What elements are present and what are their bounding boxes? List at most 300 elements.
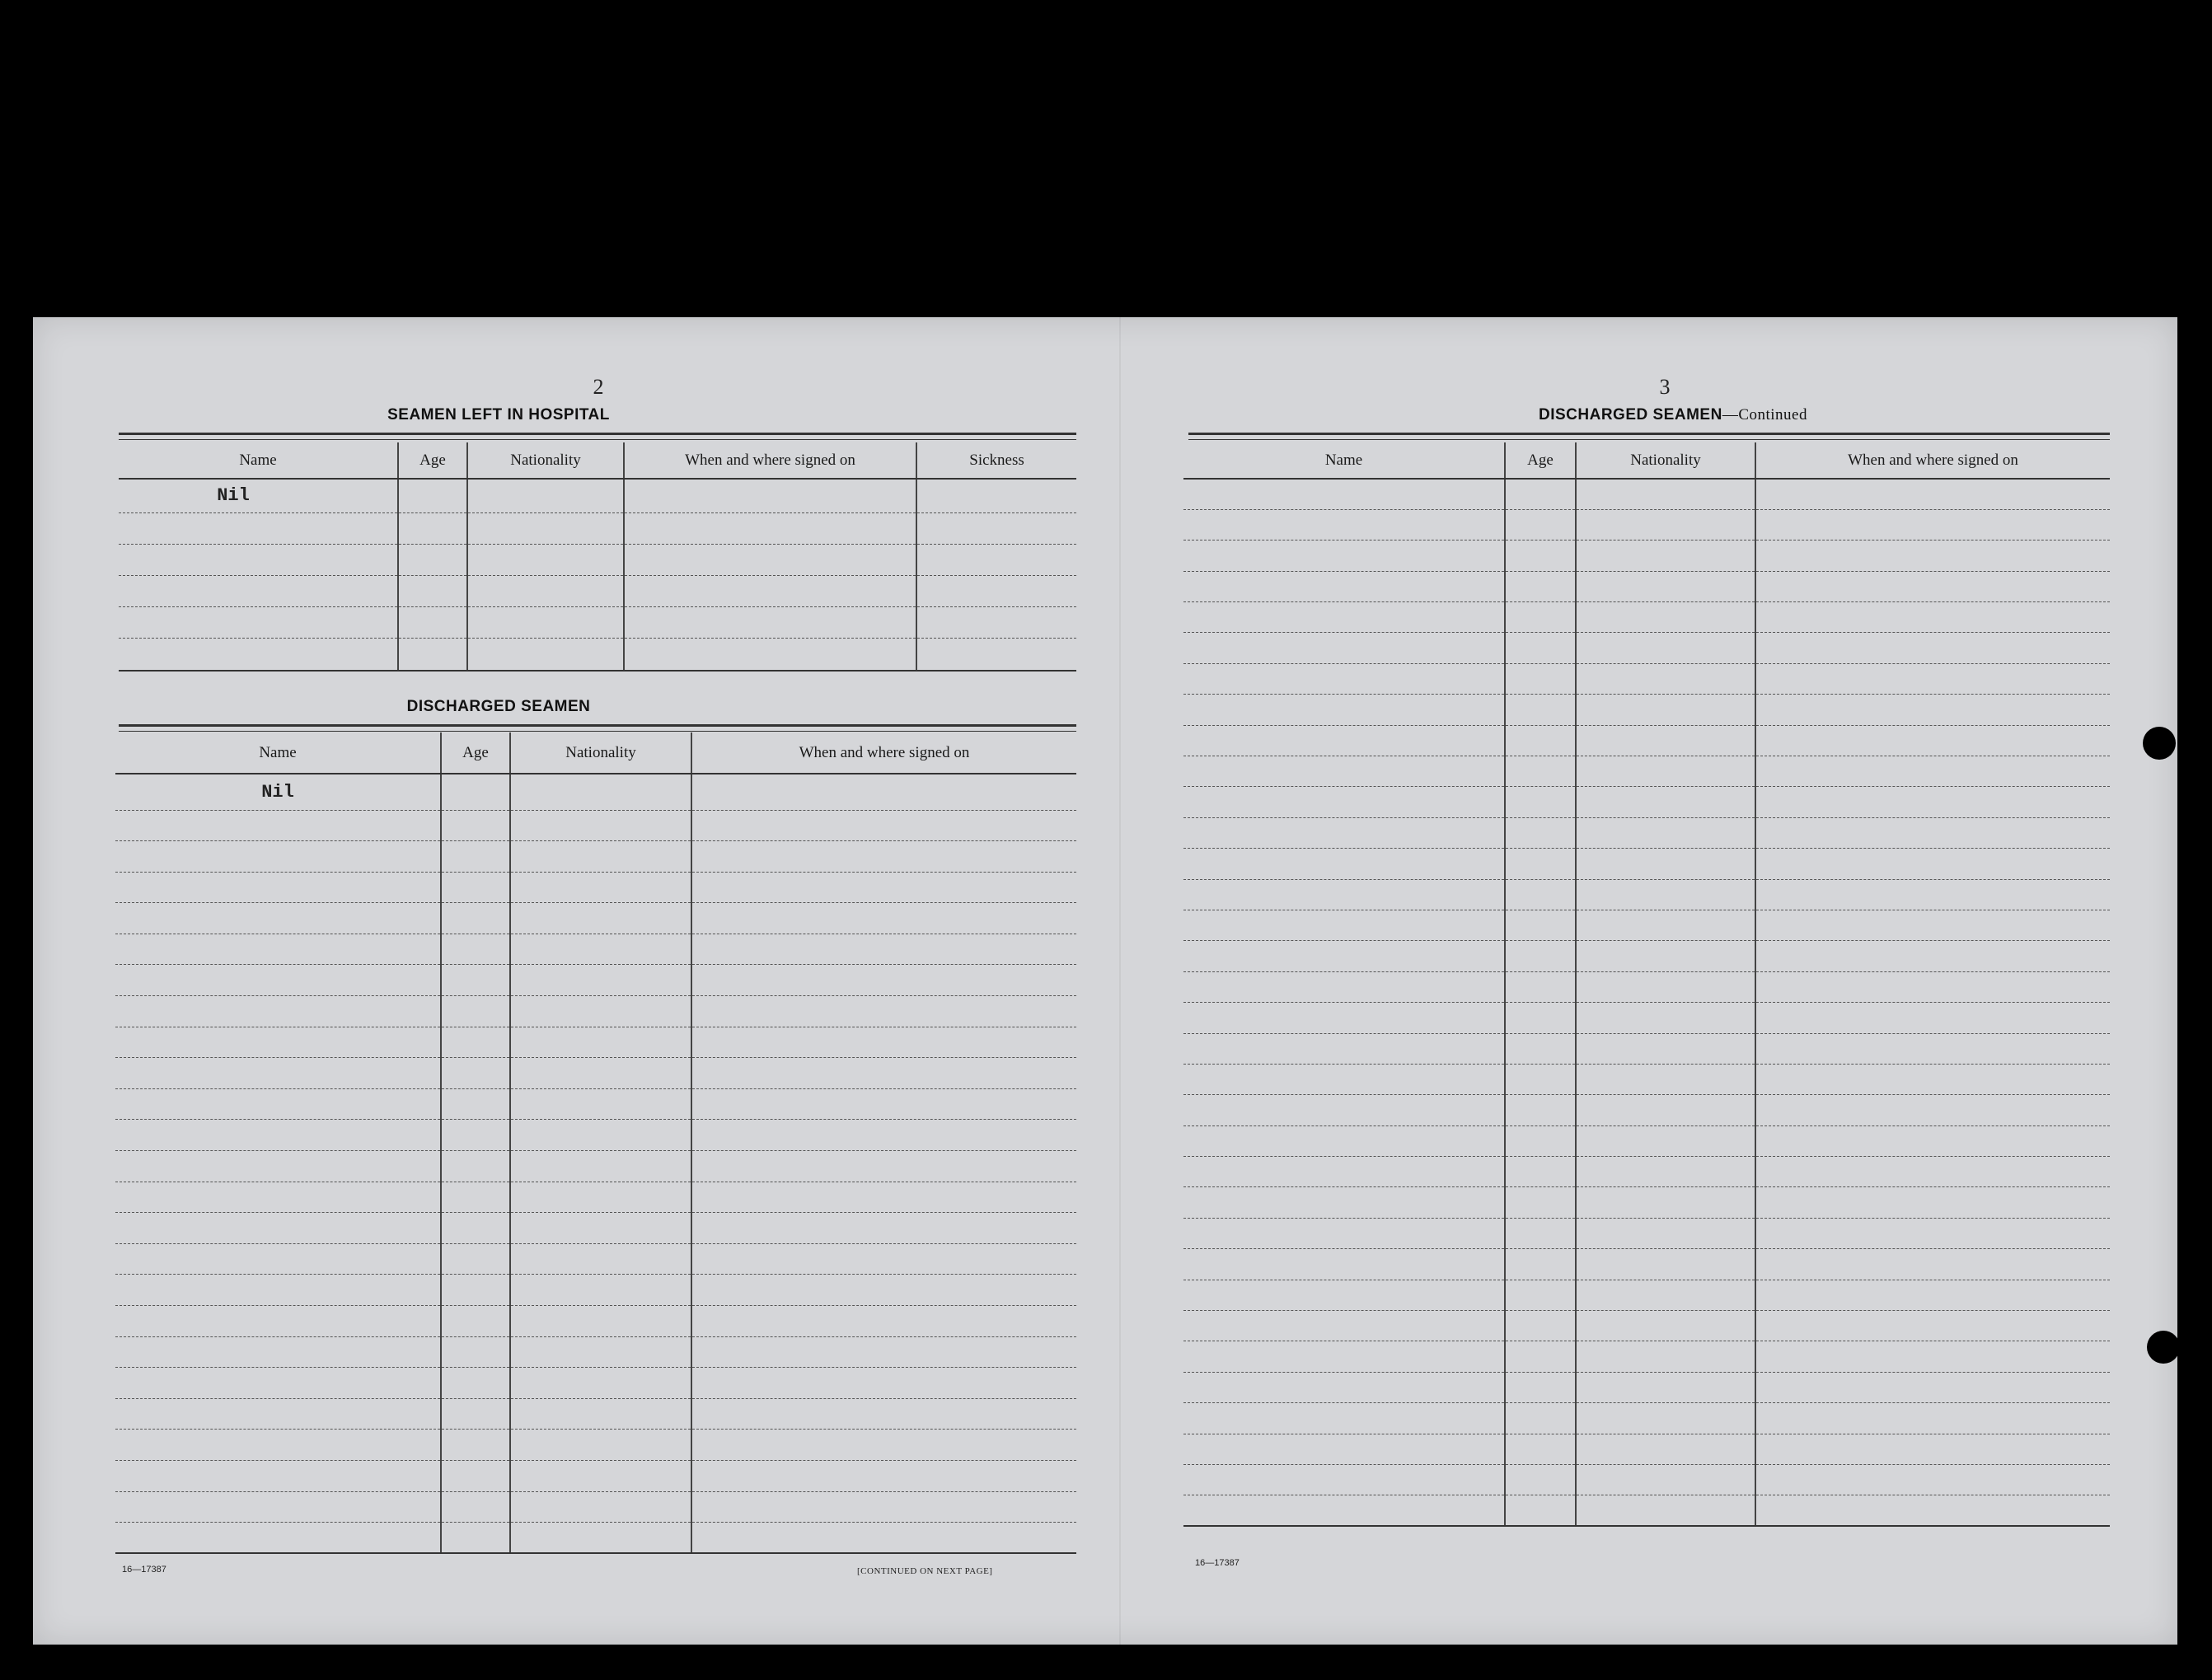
table-cell [510, 841, 691, 873]
discharged-col-age: Age [441, 732, 510, 774]
table-cell [441, 1120, 510, 1151]
table-cell [1576, 1311, 1755, 1341]
table-cell [441, 1430, 510, 1461]
table-row [1183, 602, 2110, 633]
table-cell [441, 1088, 510, 1120]
table-cell [691, 1523, 1076, 1554]
table-cell [115, 1398, 441, 1430]
table-row [115, 1275, 1076, 1306]
table-row [1183, 1249, 2110, 1280]
table-cell [1576, 1403, 1755, 1434]
table-cell [398, 575, 467, 606]
continued-note: [CONTINUED ON NEXT PAGE] [857, 1566, 993, 1576]
table-cell [510, 903, 691, 934]
table-cell [510, 1275, 691, 1306]
table-cell [1505, 971, 1576, 1002]
table-cell [1576, 602, 1755, 633]
table-cell [1576, 509, 1755, 540]
table-cell [510, 1368, 691, 1399]
table-cell [1183, 1372, 1505, 1402]
table-cell [1183, 817, 1505, 848]
table-cell [1576, 695, 1755, 725]
table-cell [916, 479, 1076, 512]
table-cell [1576, 479, 1755, 509]
table-row [1183, 571, 2110, 601]
discharged-continued-title [1393, 406, 1953, 424]
table-cell [1576, 1095, 1755, 1125]
table-row [1183, 663, 2110, 694]
table-cell [1183, 479, 1505, 509]
table-cell [1505, 1125, 1576, 1156]
table-cell [510, 1058, 691, 1089]
table-cell [1183, 602, 1505, 633]
table-cell [1755, 1095, 2110, 1125]
table-cell [691, 872, 1076, 903]
table-row [1183, 879, 2110, 910]
table-row [115, 1213, 1076, 1244]
table-row [119, 544, 1076, 575]
table-cell [119, 544, 398, 575]
table-cell [510, 1306, 691, 1337]
table-row [1183, 509, 2110, 540]
table-row [1183, 787, 2110, 817]
table-cell [115, 1058, 441, 1089]
discharged-continued-table [1183, 442, 2110, 1527]
table-cell [1576, 879, 1755, 910]
table-cell [1755, 1187, 2110, 1218]
discharged-table [115, 732, 1076, 1554]
table-cell [1755, 1495, 2110, 1526]
table-cell [1576, 1003, 1755, 1033]
table-cell [115, 1523, 441, 1554]
table-cell [691, 965, 1076, 996]
table-cell [1505, 479, 1576, 509]
table-row [115, 1306, 1076, 1337]
table-cell [1576, 849, 1755, 879]
table-row [115, 1182, 1076, 1213]
table-cell [1183, 1341, 1505, 1372]
table-cell [691, 1088, 1076, 1120]
table-cell [467, 606, 624, 638]
table-cell [1576, 1218, 1755, 1248]
table-cell [441, 1336, 510, 1368]
discharged-col-nationality: Nationality [510, 732, 691, 774]
table-cell [1755, 633, 2110, 663]
table-cell [398, 544, 467, 575]
table-cell [916, 638, 1076, 671]
table-cell [1183, 1125, 1505, 1156]
table-cell [1183, 1495, 1505, 1526]
table-cell [467, 575, 624, 606]
table-cell [510, 810, 691, 841]
table-cell [1755, 1064, 2110, 1094]
table-cell [1755, 602, 2110, 633]
table-cell [467, 479, 624, 512]
hospital-col-age: Age [398, 442, 467, 479]
continued-col-signed-on: When and where signed on [1755, 442, 2110, 479]
table-row [1183, 725, 2110, 756]
table-cell [115, 1368, 441, 1399]
table-cell [1505, 1095, 1576, 1125]
table-cell [1576, 633, 1755, 663]
table-cell [441, 1275, 510, 1306]
table-cell [1183, 1064, 1505, 1094]
table-cell [510, 1027, 691, 1058]
table-cell [1755, 1218, 2110, 1248]
discharged-top-rule [119, 724, 1076, 732]
table-row [115, 996, 1076, 1027]
table-cell [1576, 1372, 1755, 1402]
table-cell [510, 1336, 691, 1368]
table-cell [398, 512, 467, 544]
discharged-header-row [115, 732, 1076, 774]
table-cell [1576, 725, 1755, 756]
table-row [1183, 1187, 2110, 1218]
table-cell [115, 965, 441, 996]
hospital-col-sickness: Sickness [916, 442, 1076, 479]
table-row [115, 1120, 1076, 1151]
table-cell [510, 996, 691, 1027]
table-cell [1505, 1341, 1576, 1372]
table-cell [1576, 1280, 1755, 1310]
table-row [1183, 1095, 2110, 1125]
table-cell [1755, 1341, 2110, 1372]
table-row [1183, 1003, 2110, 1033]
table-cell [467, 638, 624, 671]
table-cell [1755, 1465, 2110, 1495]
table-cell [1505, 541, 1576, 571]
table-cell [1505, 633, 1576, 663]
table-row [115, 1368, 1076, 1399]
table-cell [1505, 1033, 1576, 1064]
table-cell [1505, 1403, 1576, 1434]
table-cell [1755, 1403, 2110, 1434]
table-cell [1183, 1280, 1505, 1310]
form-number-left: 16—17387 [122, 1565, 166, 1575]
discharged-continued-title-suffix: —Continued [1722, 406, 1807, 424]
table-cell [510, 774, 691, 810]
table-cell [1183, 663, 1505, 694]
table-cell [510, 1460, 691, 1491]
table-row [1183, 1157, 2110, 1187]
table-cell [1755, 1125, 2110, 1156]
table-cell [441, 1460, 510, 1491]
discharged-continued-top-rule [1188, 433, 2110, 440]
table-cell [1505, 509, 1576, 540]
table-row [1183, 1311, 2110, 1341]
table-row [1183, 1341, 2110, 1372]
hospital-header-row [119, 442, 1076, 479]
table-cell [510, 965, 691, 996]
table-cell [1183, 1249, 1505, 1280]
table-cell [1505, 910, 1576, 940]
table-cell [916, 512, 1076, 544]
table-cell [115, 810, 441, 841]
table-cell [624, 638, 916, 671]
table-cell [1505, 817, 1576, 848]
table-cell [1505, 1434, 1576, 1464]
table-cell [1576, 941, 1755, 971]
table-cell [115, 872, 441, 903]
table-cell [115, 1306, 441, 1337]
table-cell [1183, 910, 1505, 940]
table-cell [1183, 1311, 1505, 1341]
table-cell [1183, 1033, 1505, 1064]
table-cell [1576, 1033, 1755, 1064]
table-cell [441, 934, 510, 965]
table-cell [510, 1182, 691, 1213]
table-cell [1576, 1341, 1755, 1372]
page-number-right: 3 [1659, 375, 1671, 399]
table-row [115, 1027, 1076, 1058]
table-row [1183, 849, 2110, 879]
table-cell [691, 1398, 1076, 1430]
table-cell [441, 1306, 510, 1337]
table-cell [1576, 1064, 1755, 1094]
hospital-section-title: SEAMEN LEFT IN HOSPITAL [387, 406, 610, 424]
table-cell [441, 1398, 510, 1430]
table-row [115, 1430, 1076, 1461]
table-cell [115, 1027, 441, 1058]
table-cell [1755, 787, 2110, 817]
continued-col-age: Age [1505, 442, 1576, 479]
table-cell [1755, 541, 2110, 571]
table-cell [1505, 941, 1576, 971]
table-row [115, 934, 1076, 965]
table-row [1183, 1125, 2110, 1156]
table-cell [1755, 1311, 2110, 1341]
table-cell [691, 1213, 1076, 1244]
table-cell [691, 810, 1076, 841]
table-cell [441, 903, 510, 934]
table-cell [115, 903, 441, 934]
table-cell [441, 1151, 510, 1182]
table-cell [1755, 725, 2110, 756]
table-row [1183, 1033, 2110, 1064]
table-cell [1183, 849, 1505, 879]
table-cell [691, 841, 1076, 873]
table-row [1183, 695, 2110, 725]
punch-hole-top [2143, 727, 2176, 760]
table-row [115, 1243, 1076, 1275]
hospital-col-signed-on: When and where signed on [624, 442, 916, 479]
table-row [115, 1151, 1076, 1182]
table-cell [1755, 1003, 2110, 1033]
table-row [115, 965, 1076, 996]
table-cell [1576, 1495, 1755, 1526]
table-cell [441, 1058, 510, 1089]
table-row [115, 903, 1076, 934]
table-cell [1183, 1003, 1505, 1033]
table-cell [624, 479, 916, 512]
table-cell [691, 1243, 1076, 1275]
table-row [1183, 817, 2110, 848]
table-cell [691, 996, 1076, 1027]
table-row [1183, 1280, 2110, 1310]
hospital-entry-name: Nil [119, 479, 398, 512]
table-cell [115, 1151, 441, 1182]
table-row [1183, 479, 2110, 509]
table-cell [1505, 663, 1576, 694]
table-row [119, 512, 1076, 544]
table-cell [1576, 817, 1755, 848]
table-cell [1505, 571, 1576, 601]
table-cell [441, 810, 510, 841]
table-cell [398, 479, 467, 512]
table-cell [1505, 787, 1576, 817]
table-cell [1505, 1003, 1576, 1033]
table-cell [1755, 910, 2110, 940]
discharged-col-signed-on: When and where signed on [691, 732, 1076, 774]
table-cell [1183, 695, 1505, 725]
table-cell [691, 1336, 1076, 1368]
table-row [1183, 971, 2110, 1002]
table-cell [510, 1243, 691, 1275]
table-cell [916, 544, 1076, 575]
table-cell [115, 1460, 441, 1491]
table-row [115, 1088, 1076, 1120]
table-cell [441, 774, 510, 810]
table-cell [1505, 1311, 1576, 1341]
table-cell [1576, 541, 1755, 571]
table-cell [1576, 1187, 1755, 1218]
table-cell [1755, 879, 2110, 910]
document-page [33, 317, 2177, 1645]
discharged-section-title: DISCHARGED SEAMEN [406, 698, 591, 715]
table-cell [1576, 663, 1755, 694]
table-row [1183, 1403, 2110, 1434]
table-cell [1576, 1157, 1755, 1187]
table-cell [115, 1182, 441, 1213]
table-cell [1183, 1095, 1505, 1125]
table-cell [398, 638, 467, 671]
table-cell [510, 1213, 691, 1244]
table-cell [1755, 756, 2110, 787]
table-row [119, 638, 1076, 671]
table-cell [1183, 1403, 1505, 1434]
table-cell [115, 1336, 441, 1368]
table-cell [115, 1491, 441, 1523]
table-row [1183, 1434, 2110, 1464]
table-cell [441, 1027, 510, 1058]
table-row [119, 575, 1076, 606]
table-cell [119, 638, 398, 671]
page-number-left: 2 [593, 375, 604, 399]
table-cell [115, 1088, 441, 1120]
table-row [115, 1460, 1076, 1491]
table-cell [1576, 756, 1755, 787]
table-cell [1505, 1280, 1576, 1310]
table-row [1183, 1218, 2110, 1248]
table-cell [691, 1275, 1076, 1306]
table-cell [1183, 725, 1505, 756]
punch-hole-bottom [2147, 1331, 2180, 1364]
table-cell [1505, 1465, 1576, 1495]
table-cell [1183, 541, 1505, 571]
table-cell [1505, 1249, 1576, 1280]
table-cell [115, 1213, 441, 1244]
table-cell [510, 1430, 691, 1461]
table-cell [1755, 971, 2110, 1002]
table-cell [1755, 509, 2110, 540]
table-cell [1183, 1465, 1505, 1495]
table-cell [1576, 1465, 1755, 1495]
table-cell [691, 1368, 1076, 1399]
table-cell [510, 872, 691, 903]
table-row [1183, 1495, 2110, 1526]
table-cell [1505, 725, 1576, 756]
table-cell [691, 1151, 1076, 1182]
discharged-entry-name: Nil [115, 774, 441, 810]
table-cell [691, 1120, 1076, 1151]
table-cell [115, 996, 441, 1027]
table-cell [441, 1523, 510, 1554]
table-cell [1755, 1157, 2110, 1187]
table-cell [1505, 1495, 1576, 1526]
table-row [1183, 756, 2110, 787]
table-row [1183, 633, 2110, 663]
table-cell [1755, 817, 2110, 848]
table-row [1183, 910, 2110, 940]
table-cell [467, 512, 624, 544]
discharged-continued-title-main: DISCHARGED SEAMEN [1539, 406, 1722, 424]
table-row [115, 1336, 1076, 1368]
table-cell [467, 544, 624, 575]
table-cell [1755, 663, 2110, 694]
table-cell [119, 512, 398, 544]
table-cell [1505, 1157, 1576, 1187]
table-row [115, 1523, 1076, 1554]
table-row [1183, 1372, 2110, 1402]
table-cell [1183, 633, 1505, 663]
table-cell [691, 774, 1076, 810]
table-cell [691, 1058, 1076, 1089]
table-cell [624, 512, 916, 544]
table-cell [916, 606, 1076, 638]
table-cell [119, 575, 398, 606]
table-cell [624, 544, 916, 575]
table-cell [510, 1151, 691, 1182]
table-cell [1755, 479, 2110, 509]
table-cell [624, 606, 916, 638]
table-cell [1183, 787, 1505, 817]
form-number-right: 16—17387 [1195, 1558, 1240, 1568]
table-cell [441, 1243, 510, 1275]
table-cell [1755, 1434, 2110, 1464]
table-row [1183, 1064, 2110, 1094]
table-row [1183, 541, 2110, 571]
table-cell [1755, 1280, 2110, 1310]
table-cell [1183, 509, 1505, 540]
table-cell [441, 996, 510, 1027]
table-cell [510, 1088, 691, 1120]
table-cell [1505, 1218, 1576, 1248]
table-cell [1755, 941, 2110, 971]
table-cell [1576, 971, 1755, 1002]
table-cell [691, 1306, 1076, 1337]
table-cell [1576, 1249, 1755, 1280]
table-cell [441, 872, 510, 903]
table-row [115, 1398, 1076, 1430]
table-cell [1505, 695, 1576, 725]
table-row [115, 841, 1076, 873]
table-cell [1183, 1434, 1505, 1464]
table-cell [691, 1182, 1076, 1213]
table-cell [1505, 879, 1576, 910]
table-cell [691, 1460, 1076, 1491]
hospital-col-nationality: Nationality [467, 442, 624, 479]
table-row [119, 606, 1076, 638]
